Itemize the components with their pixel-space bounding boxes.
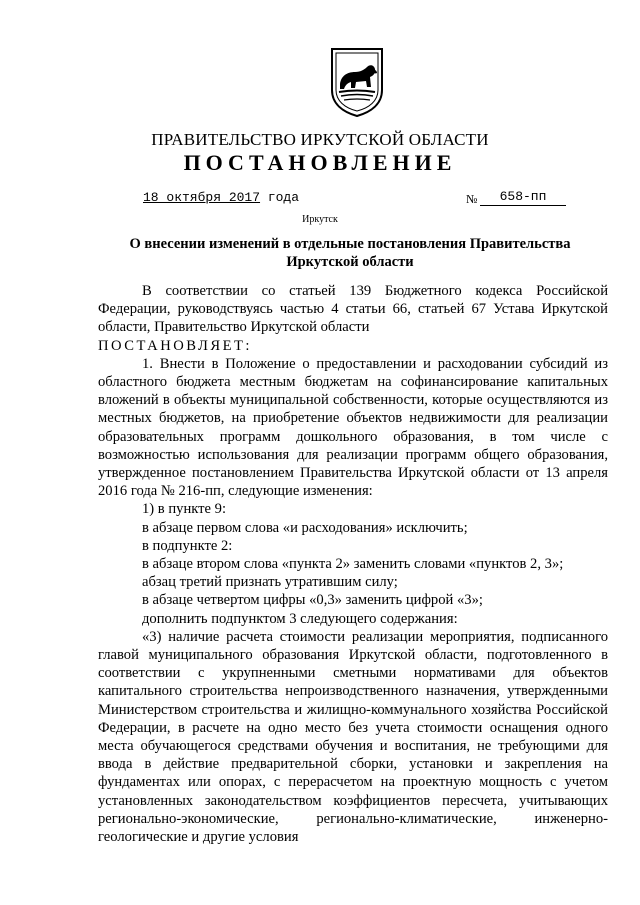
document-date — [143, 190, 299, 205]
document-type-title: ПОСТАНОВЛЕНИЕ — [183, 150, 457, 175]
document-body — [98, 282, 608, 846]
list-item: в абзаце первом слова «и расходования» исключить; — [142, 519, 468, 536]
number-sign: № — [466, 192, 478, 206]
irkutsk-coat-of-arms-icon — [329, 46, 385, 118]
list-item: в абзаце четвертом цифры «0,3» заменить цифрой «3»; — [142, 592, 483, 609]
item-1-paragraph: 1. Внести в Положение о предоставлении и расходовании субсидий из областного бюджета местным бюджетам на софинансирование капитальных вложений в объекты муниципальной собственности, которые осуществляются из местных бюджетов, на приобретение объектов недвижимости для реализации образовательных программ дошкольного образования, в том числе с возможностью использования для реализации программ общего образования, утвержденное постановлением Правительства Иркутской области от 13 апреля 2016 года № 216-пп, следующие изменения: — [98, 355, 608, 500]
document-subject: О внесении изменений в отдельные постановления Правительства Иркутской области — [129, 236, 571, 270]
list-item: дополнить подпунктом 3 следующего содержания: — [142, 610, 458, 627]
date-suffix: года — [260, 190, 300, 205]
list-item: абзац третий признать утратившим силу; — [142, 574, 398, 591]
list-item: в абзаце втором слова «пункта 2» заменить словами «пунктов 2, 3»; — [142, 556, 564, 573]
date-value: 18 октября 2017 — [143, 190, 261, 205]
resolve-word: ПОСТАНОВЛЯЕТ: — [98, 337, 252, 354]
document-number: 658-пп — [480, 189, 566, 206]
quoted-subitem-3: «3) наличие расчета стоимости реализации мероприятия, подписанного главой муниципального образования Иркутской области, подготовленного в соответствии с укрупненными сметными нормативами для объектов капитального строительства непроизводственного назначения, утвержденными Министерством строительства и жилищно-коммунального хозяйства Российской Федерации, в расчете на одно место без учета стоимости оснащения одного места обучающегося средствами обучения и воспитания, не требующими для ввода в действие предварительной сборки, установки и закрепления на фундаментах или опорах, с перерасчетом на проектную мощность с учетом установленных законодательством коэффициентов пересчета, учитывающих регионально-экономические, регионально-климатические, инженерно-геологические и другие условия — [98, 628, 608, 846]
list-item: в подпункте 2: — [142, 537, 233, 554]
government-title: ПРАВИТЕЛЬСТВО ИРКУТСКОЙ ОБЛАСТИ — [151, 130, 489, 149]
intro-paragraph: В соответствии со статьей 139 Бюджетного кодекса Российской Федерации, руководствуясь частью 4 статьи 66, статьей 67 Устава Иркутской области, Правительство Иркутской области — [98, 283, 608, 336]
city-name: Иркутск — [302, 214, 338, 225]
list-item: 1) в пункте 9: — [142, 501, 227, 518]
